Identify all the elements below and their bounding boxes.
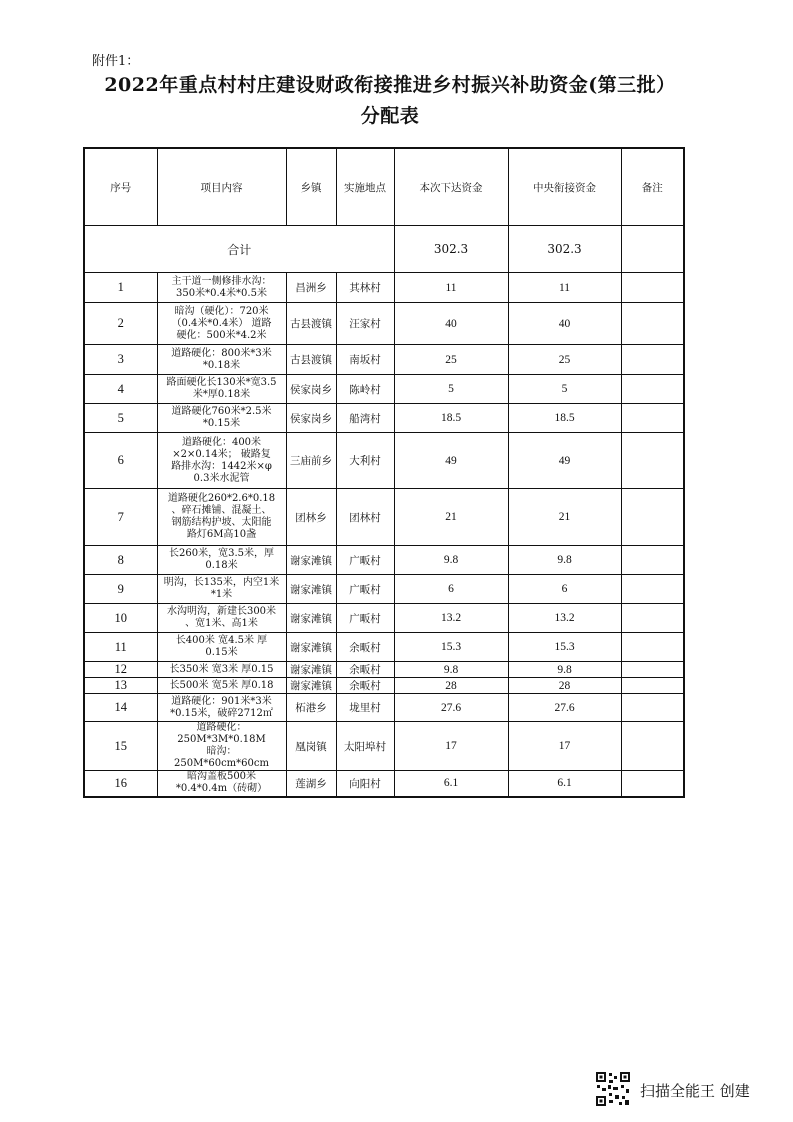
table-row [84, 694, 684, 722]
cell-location: 广畈村 [336, 546, 394, 575]
cell-project-content: 道路硬化：901米*3米 *0.15米，破碎2712㎡ [157, 694, 286, 722]
cell-project-content: 水沟明沟，新建长300米 、宽1米、高1米 [157, 604, 286, 633]
cell-note [621, 433, 684, 489]
cell-this-batch: 27.6 [394, 694, 508, 722]
cell-town: 团林乡 [286, 489, 336, 546]
cell-this-batch: 5 [394, 375, 508, 404]
cell-central: 9.8 [508, 662, 621, 678]
table-row [84, 489, 684, 546]
cell-town: 昌洲乡 [286, 273, 336, 303]
cell-project-content: 道路硬化760米*2.5米 *0.15米 [157, 404, 286, 433]
cell-central: 15.3 [508, 633, 621, 662]
cell-project-content: 道路硬化： 250M*3M*0.18M 暗沟：250M*60cm*60cm [157, 722, 286, 771]
total-row [84, 226, 684, 273]
cell-project-content: 道路硬化：800米*3米 *0.18米 [157, 345, 286, 375]
cell-project-content: 暗沟盖板500米 *0.4*0.4m（砖砌） [157, 771, 286, 797]
cell-this-batch: 40 [394, 303, 508, 345]
cell-central: 21 [508, 489, 621, 546]
total-this-batch: 302.3 [394, 226, 508, 273]
qr-code-icon [595, 1071, 631, 1107]
header-location: 实施地点 [336, 148, 394, 226]
cell-this-batch: 17 [394, 722, 508, 771]
cell-project-content: 暗沟（硬化）：720米 （0.4米*0.4米） 道路 硬化：500米*4.2米 [157, 303, 286, 345]
cell-index: 6 [84, 433, 157, 489]
table-row [84, 771, 684, 797]
cell-town: 谢家滩镇 [286, 546, 336, 575]
cell-note [621, 404, 684, 433]
cell-index: 9 [84, 575, 157, 604]
cell-note [621, 604, 684, 633]
cell-note [621, 771, 684, 797]
header-note: 备注 [621, 148, 684, 226]
table-row [84, 433, 684, 489]
cell-town: 古县渡镇 [286, 303, 336, 345]
table-row [84, 375, 684, 404]
cell-town: 谢家滩镇 [286, 633, 336, 662]
cell-central: 6.1 [508, 771, 621, 797]
header-index: 序号 [84, 148, 157, 226]
cell-town: 谢家滩镇 [286, 678, 336, 694]
cell-project-content: 主干道一侧修排水沟： 350米*0.4米*0.5米 [157, 273, 286, 303]
cell-central: 11 [508, 273, 621, 303]
cell-index: 5 [84, 404, 157, 433]
cell-index: 11 [84, 633, 157, 662]
cell-location: 团林村 [336, 489, 394, 546]
header-content: 项目内容 [157, 148, 286, 226]
attachment-label: 附件1： [92, 54, 140, 69]
cell-this-batch: 13.2 [394, 604, 508, 633]
cell-central: 13.2 [508, 604, 621, 633]
cell-town: 谢家滩镇 [286, 604, 336, 633]
cell-index: 13 [84, 678, 157, 694]
cell-project-content: 长260米，宽3.5米，厚 0.18米 [157, 546, 286, 575]
cell-location: 大利村 [336, 433, 394, 489]
table-row [84, 678, 684, 694]
cell-project-content: 长500米 宽5米 厚0.18 [157, 678, 286, 694]
cell-town: 凰岗镇 [286, 722, 336, 771]
cell-this-batch: 49 [394, 433, 508, 489]
cell-project-content: 长400米 宽4.5米 厚 0.15米 [157, 633, 286, 662]
table-row [84, 633, 684, 662]
cell-index: 15 [84, 722, 157, 771]
cell-town: 侯家岗乡 [286, 375, 336, 404]
cell-central: 40 [508, 303, 621, 345]
cell-town: 三庙前乡 [286, 433, 336, 489]
cell-this-batch: 9.8 [394, 662, 508, 678]
total-note [621, 226, 684, 273]
cell-this-batch: 11 [394, 273, 508, 303]
cell-note [621, 546, 684, 575]
cell-project-content: 长350米 宽3米 厚0.15 [157, 662, 286, 678]
cell-note [621, 303, 684, 345]
cell-central: 28 [508, 678, 621, 694]
cell-note [621, 375, 684, 404]
cell-index: 3 [84, 345, 157, 375]
cell-town: 谢家滩镇 [286, 662, 336, 678]
cell-note [621, 694, 684, 722]
cell-town: 莲湖乡 [286, 771, 336, 797]
cell-central: 49 [508, 433, 621, 489]
total-label: 合计 [84, 226, 394, 273]
table-row [84, 273, 684, 303]
cell-this-batch: 9.8 [394, 546, 508, 575]
scanner-brand-text: 扫描全能王 创建 [640, 1082, 750, 1100]
cell-note [621, 633, 684, 662]
header-town: 乡镇 [286, 148, 336, 226]
cell-central: 18.5 [508, 404, 621, 433]
table-row [84, 575, 684, 604]
cell-central: 25 [508, 345, 621, 375]
cell-note [621, 678, 684, 694]
table-header-row [84, 148, 684, 226]
cell-location: 余畈村 [336, 662, 394, 678]
cell-this-batch: 18.5 [394, 404, 508, 433]
cell-location: 船湾村 [336, 404, 394, 433]
header-central: 中央衔接资金 [508, 148, 621, 226]
cell-this-batch: 25 [394, 345, 508, 375]
table-row [84, 303, 684, 345]
cell-location: 向阳村 [336, 771, 394, 797]
cell-note [621, 273, 684, 303]
cell-index: 1 [84, 273, 157, 303]
cell-index: 4 [84, 375, 157, 404]
cell-index: 2 [84, 303, 157, 345]
cell-central: 9.8 [508, 546, 621, 575]
cell-central: 27.6 [508, 694, 621, 722]
cell-location: 汪家村 [336, 303, 394, 345]
cell-note [621, 489, 684, 546]
document-subtitle: 分配表 [360, 105, 420, 127]
cell-location: 广畈村 [336, 604, 394, 633]
cell-this-batch: 21 [394, 489, 508, 546]
table-row [84, 604, 684, 633]
cell-central: 6 [508, 575, 621, 604]
cell-location: 广畈村 [336, 575, 394, 604]
cell-this-batch: 28 [394, 678, 508, 694]
cell-note [621, 662, 684, 678]
cell-location: 其林村 [336, 273, 394, 303]
document-title: 2022年重点村村庄建设财政衔接推进乡村振兴补助资金(第三批） [104, 74, 676, 96]
cell-this-batch: 6 [394, 575, 508, 604]
cell-location: 陈岭村 [336, 375, 394, 404]
table-row [84, 546, 684, 575]
cell-central: 5 [508, 375, 621, 404]
cell-project-content: 路面硬化长130米*宽3.5 米*厚0.18米 [157, 375, 286, 404]
cell-index: 8 [84, 546, 157, 575]
cell-town: 侯家岗乡 [286, 404, 336, 433]
cell-index: 7 [84, 489, 157, 546]
table-row [84, 662, 684, 678]
cell-index: 14 [84, 694, 157, 722]
table-row [84, 345, 684, 375]
table-row [84, 722, 684, 771]
cell-project-content: 道路硬化260*2.6*0.18 、碎石摊铺、混凝土、 钢筋结构护坡、太阳能 路灯6M高10盏 [157, 489, 286, 546]
cell-project-content: 道路硬化：400米 ×2×0.14米； 破路复 路排水沟：1442米×φ 0.3米水泥管 [157, 433, 286, 489]
cell-note [621, 345, 684, 375]
table-row [84, 404, 684, 433]
cell-index: 16 [84, 771, 157, 797]
cell-location: 余畈村 [336, 633, 394, 662]
cell-town: 古县渡镇 [286, 345, 336, 375]
cell-index: 10 [84, 604, 157, 633]
cell-central: 17 [508, 722, 621, 771]
allocation-table [83, 147, 685, 798]
cell-location: 垅里村 [336, 694, 394, 722]
cell-note [621, 722, 684, 771]
cell-note [621, 575, 684, 604]
scanner-watermark [595, 1071, 775, 1111]
cell-this-batch: 15.3 [394, 633, 508, 662]
cell-project-content: 明沟，长135米，内空1米 *1米 [157, 575, 286, 604]
cell-index: 12 [84, 662, 157, 678]
header-this-batch: 本次下达资金 [394, 148, 508, 226]
cell-this-batch: 6.1 [394, 771, 508, 797]
cell-town: 柘港乡 [286, 694, 336, 722]
total-central: 302.3 [508, 226, 621, 273]
cell-location: 余畈村 [336, 678, 394, 694]
cell-town: 谢家滩镇 [286, 575, 336, 604]
cell-location: 太阳埠村 [336, 722, 394, 771]
cell-location: 南坂村 [336, 345, 394, 375]
